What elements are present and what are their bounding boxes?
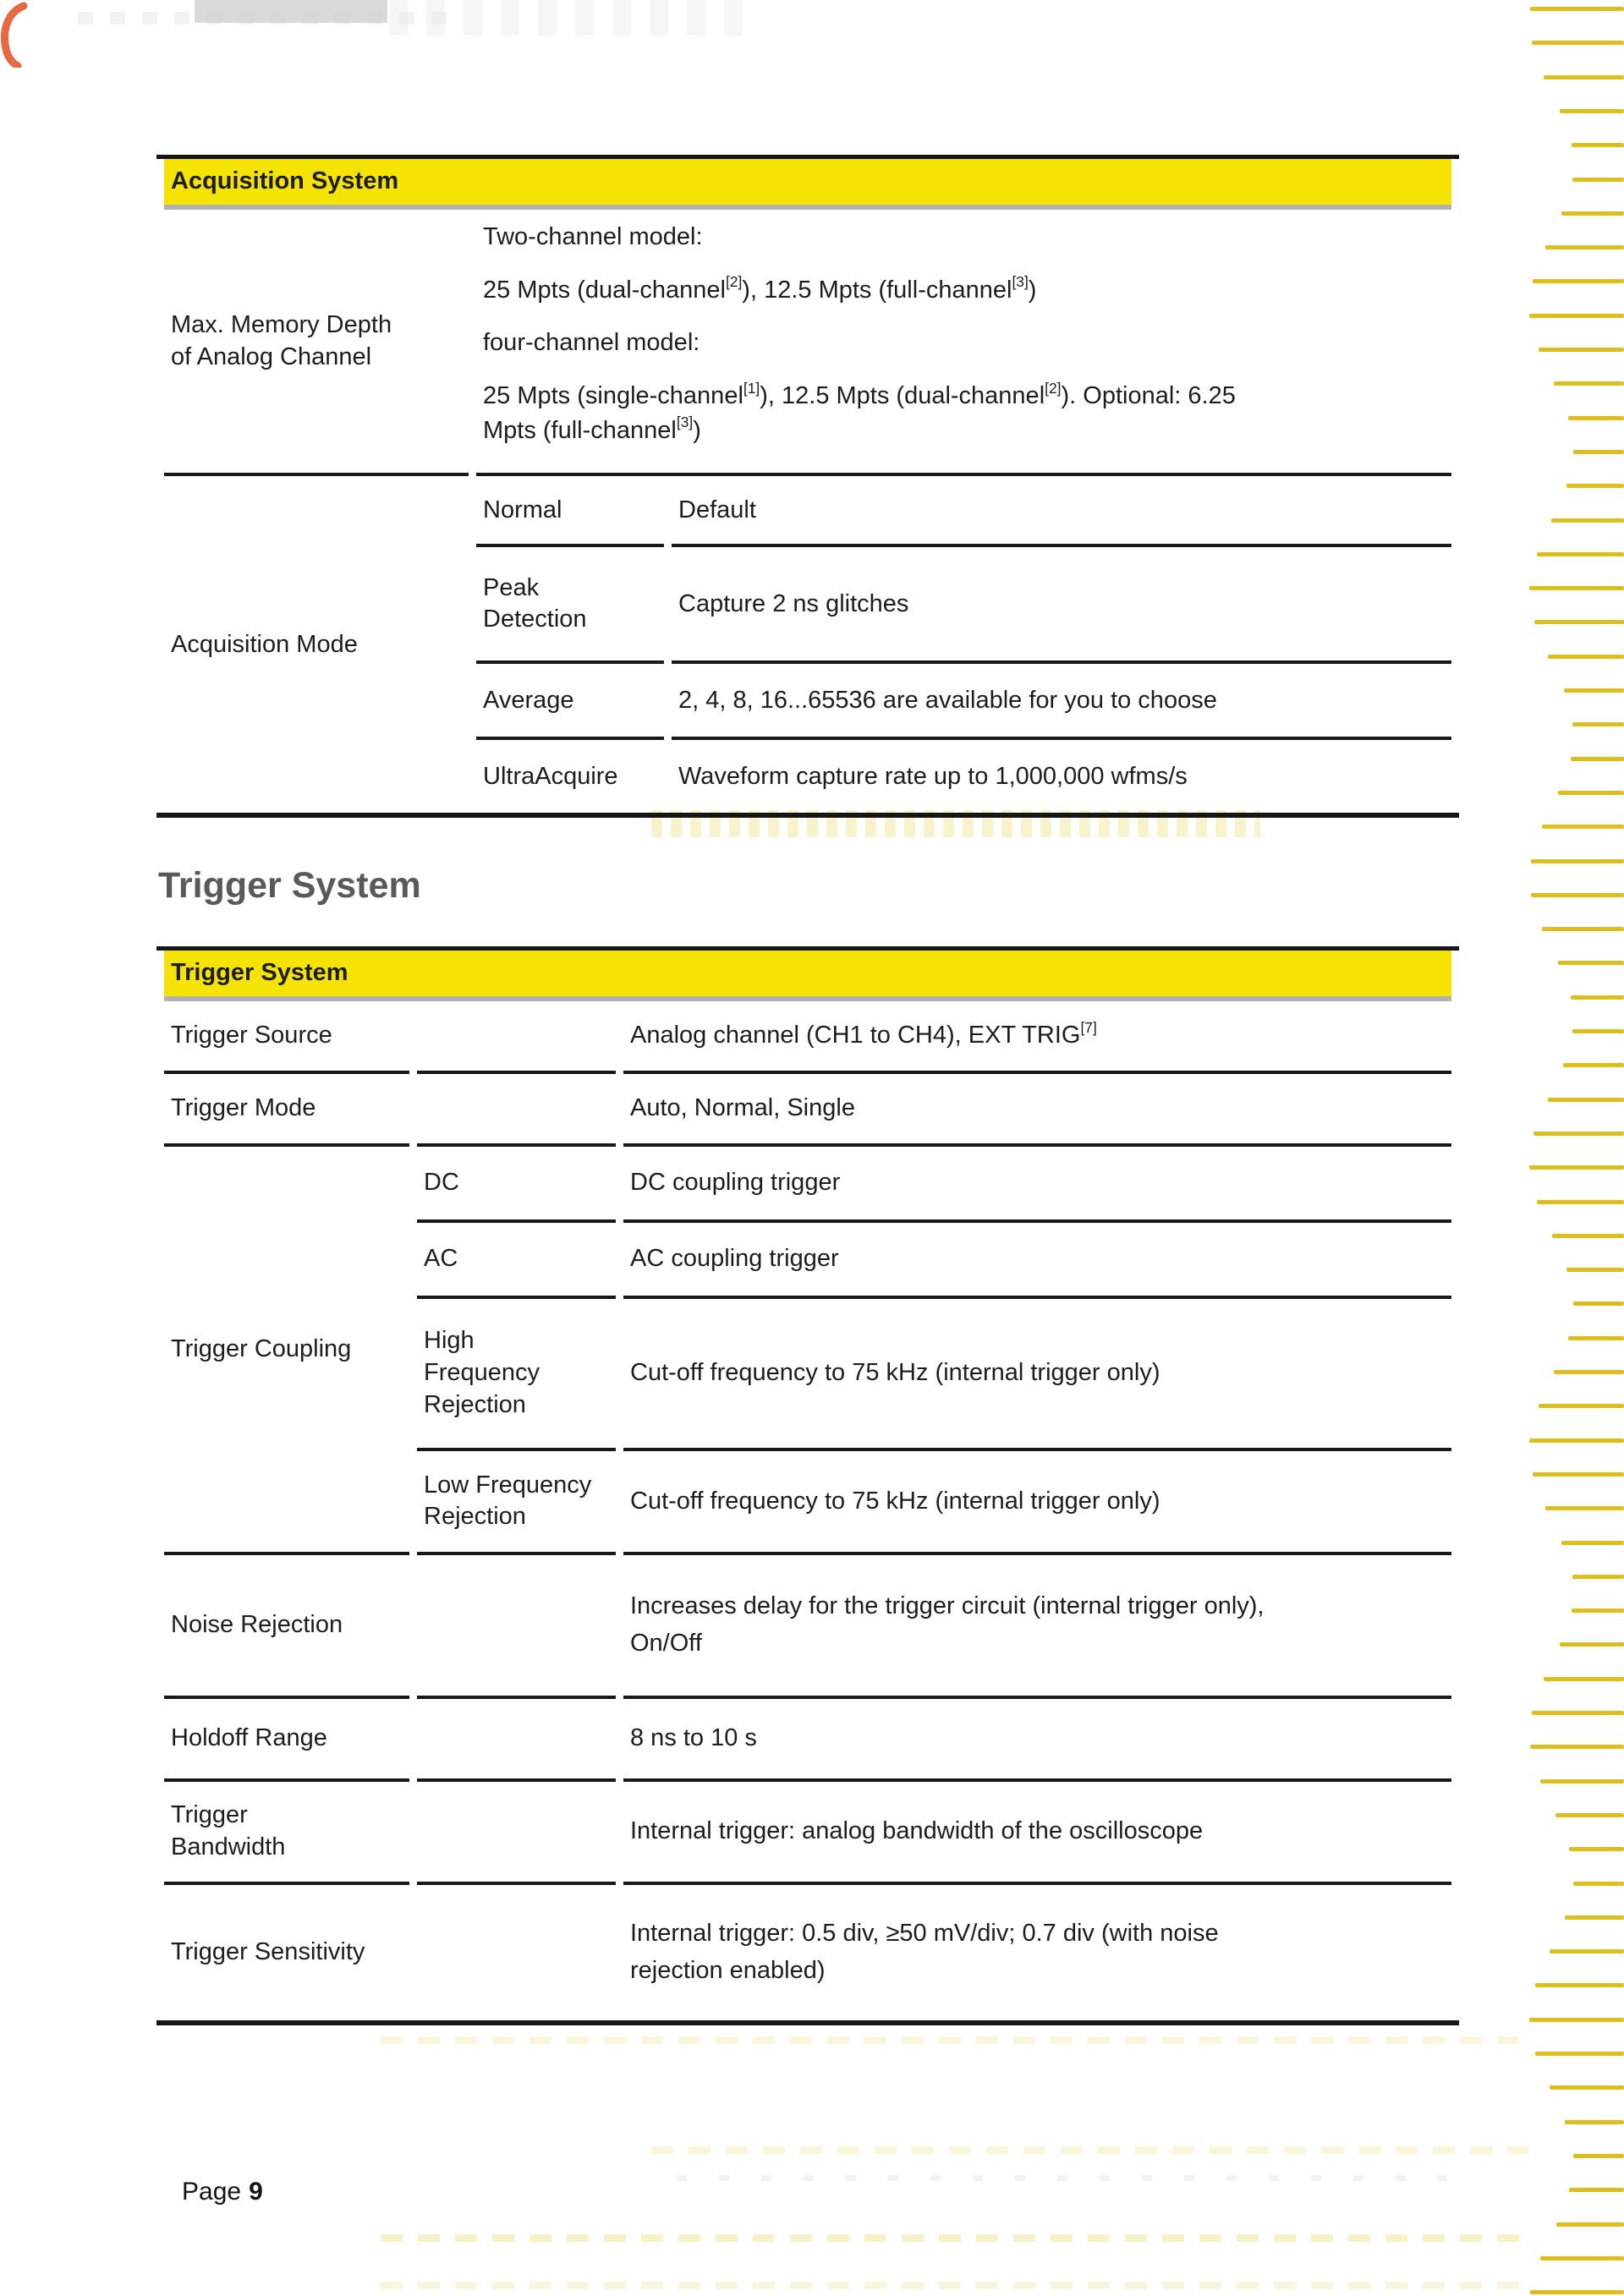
margin-dash [1529, 1438, 1624, 1443]
page-number: 9 [249, 2177, 263, 2206]
margin-dash [1560, 1642, 1624, 1647]
coupling-name-ac: AC [417, 1223, 616, 1299]
margin-dash [1545, 245, 1624, 249]
trigger-bandwidth-value: Internal trigger: analog bandwidth of the oscilloscope [623, 1782, 1451, 1885]
margin-dash [1530, 1745, 1624, 1749]
margin-dash [1548, 1098, 1624, 1102]
margin-dash [1550, 1949, 1624, 1954]
memory-depth-label: Max. Memory Depth of Analog Channel [164, 210, 469, 476]
table-header-acquisition-system: Acquisition System [164, 159, 1451, 210]
margin-dash [1529, 1165, 1624, 1170]
table-header-trigger-system: Trigger System [164, 951, 1451, 1001]
coupling-value-dc: DC coupling trigger [623, 1147, 1451, 1223]
trigger-sensitivity-row [164, 1885, 1451, 2020]
trigger-mode-label: Trigger Mode [164, 1074, 409, 1147]
margin-dash [1572, 143, 1624, 147]
mode-value-peak-detection: Capture 2 ns glitches [672, 547, 1451, 664]
margin-dash [1544, 75, 1624, 79]
coupling-value-high-frequency-rejection: Cut-off frequency to 75 kHz (internal trigger only) [623, 1299, 1451, 1451]
mode-name-ultraacquire: UltraAcquire [483, 762, 618, 790]
margin-dash [1530, 7, 1624, 11]
memory-depth-row [164, 210, 1451, 476]
logo-mark-icon [0, 2, 29, 68]
mode-value-normal: Default [672, 476, 1451, 547]
margin-dash [1560, 109, 1624, 113]
margin-dash [1566, 484, 1624, 488]
margin-dash [1565, 1915, 1624, 1920]
trigger-bandwidth-row [164, 1782, 1451, 1885]
mode-name-average: Average [476, 664, 664, 740]
margin-dash [1569, 1847, 1624, 1851]
redacted-gray-bar [195, 0, 387, 23]
mode-value-average: 2, 4, 8, 16...65536 are available for you to choose [672, 664, 1451, 740]
margin-dash [1540, 1779, 1624, 1784]
trigger-sensitivity-value: Internal trigger: 0.5 div, ≥50 mV/div; 0.7 div (with noise rejection enabled) [630, 1920, 1219, 1984]
margin-dash [1566, 1268, 1624, 1272]
memory-value-line: Two-channel model: [483, 223, 703, 250]
scan-artifact-row [381, 2234, 1531, 2242]
mode-name-normal: Normal [476, 476, 664, 547]
margin-dash [1530, 2290, 1624, 2294]
margin-dash [1573, 450, 1624, 454]
memory-value-line: Mpts (full-channel[3]) [483, 414, 701, 444]
margin-dash [1563, 1063, 1624, 1067]
coupling-name-low-frequency-rejection: Low Frequency Rejection [417, 1451, 616, 1555]
trigger-source-label: Trigger Source [164, 1001, 409, 1074]
right-margin-dashes [1514, 0, 1624, 2296]
margin-dash [1573, 2154, 1624, 2158]
margin-dash [1529, 586, 1624, 590]
margin-dash [1545, 1506, 1624, 1510]
trigger-sensitivity-label: Trigger Sensitivity [171, 1938, 365, 1966]
coupling-value-ac: AC coupling trigger [623, 1223, 1451, 1299]
trigger-coupling-row-dc [164, 1147, 1451, 1223]
margin-dash [1573, 1882, 1624, 1886]
margin-dash [1558, 961, 1624, 965]
noise-rejection-row [164, 1555, 1451, 1699]
margin-dash [1558, 791, 1624, 795]
holdoff-range-value: 8 ns to 10 s [623, 1699, 1451, 1782]
margin-dash [1561, 211, 1624, 216]
memory-value-line: 25 Mpts (dual-channel[2]), 12.5 Mpts (full-channel[3]) [483, 273, 1037, 304]
margin-dash [1572, 178, 1624, 182]
margin-dash [1533, 1472, 1624, 1477]
acquisition-header-row [164, 159, 1451, 210]
memory-value-line: 25 Mpts (single-channel[1]), 12.5 Mpts (dual-channel[2]). Optional: 6.25 [483, 379, 1236, 410]
trigger-header-row [164, 951, 1451, 1001]
margin-dash [1572, 1575, 1624, 1579]
margin-dash [1539, 1404, 1624, 1408]
memory-depth-value [476, 210, 1451, 476]
margin-dash [1551, 518, 1624, 523]
margin-dash [1564, 688, 1624, 693]
margin-dash [1555, 1813, 1624, 1817]
scan-artifact-checker [389, 0, 744, 36]
margin-dash [1539, 348, 1624, 352]
margin-dash [1568, 1336, 1624, 1340]
margin-dash [1534, 620, 1624, 624]
margin-dash [1533, 279, 1624, 283]
margin-dash [1542, 927, 1624, 931]
margin-dash [1552, 1234, 1624, 1238]
trigger-bandwidth-label: Trigger Bandwidth [164, 1782, 409, 1885]
margin-dash [1542, 825, 1624, 829]
margin-dash [1535, 2052, 1624, 2056]
margin-dash [1537, 1200, 1624, 1204]
margin-dash [1568, 416, 1624, 420]
margin-dash [1529, 2018, 1624, 2022]
margin-dash [1540, 2256, 1624, 2260]
acquisition-table [156, 155, 1459, 818]
scan-artifact-dots [78, 12, 463, 25]
coupling-value-low-frequency-rejection: Cut-off frequency to 75 kHz (internal trigger only) [623, 1451, 1451, 1555]
margin-dash [1531, 893, 1624, 897]
page-footer [182, 2178, 1459, 2206]
trigger-table [156, 946, 1459, 2025]
page-content [156, 155, 1459, 2206]
coupling-name-high-frequency-rejection: High Frequency Rejection [417, 1299, 616, 1451]
margin-dash [1533, 1132, 1624, 1136]
margin-dash [1532, 41, 1624, 45]
mode-name-peak-detection: Peak Detection [476, 547, 664, 664]
margin-dash [1544, 1677, 1624, 1681]
trigger-mode-value: Auto, Normal, Single [623, 1074, 1451, 1147]
margin-dash [1561, 1541, 1624, 1545]
section-heading-trigger-system: Trigger System [158, 865, 421, 907]
margin-dash [1556, 2222, 1624, 2227]
memory-value-line: four-channel model: [483, 329, 700, 357]
margin-dash [1554, 1370, 1624, 1374]
page-footer-label: Page [182, 2177, 242, 2206]
margin-dash [1571, 757, 1624, 761]
trigger-mode-row [164, 1074, 1451, 1147]
noise-rejection-value: Increases delay for the trigger circuit (internal trigger only), On/Off [623, 1555, 1451, 1699]
margin-dash [1535, 1983, 1624, 1987]
margin-dash [1554, 381, 1624, 386]
mode-value-ultraacquire: Waveform capture rate up to 1,000,000 wfms/s [678, 762, 1188, 790]
acquisition-mode-row-normal [164, 476, 1451, 547]
noise-rejection-label: Noise Rejection [164, 1555, 409, 1699]
margin-dash [1572, 1608, 1624, 1613]
margin-dash [1548, 655, 1624, 659]
margin-dash [1573, 1301, 1624, 1306]
margin-dash [1550, 2085, 1624, 2090]
trigger-source-value: Analog channel (CH1 to CH4), EXT TRIG[7] [623, 1001, 1451, 1074]
margin-dash [1572, 1029, 1624, 1033]
holdoff-range-row [164, 1699, 1451, 1782]
margin-dash [1531, 859, 1624, 863]
margin-dash [1571, 995, 1624, 1000]
holdoff-range-label: Holdoff Range [164, 1699, 409, 1782]
trigger-source-row [164, 1001, 1451, 1074]
scan-artifact-row [381, 2282, 1531, 2289]
margin-dash [1529, 314, 1624, 318]
margin-dash [1565, 2120, 1624, 2124]
margin-dash [1532, 1711, 1624, 1715]
acquisition-mode-label: Acquisition Mode [171, 630, 358, 658]
coupling-name-dc: DC [417, 1147, 616, 1223]
margin-dash [1572, 722, 1624, 726]
margin-dash [1569, 2188, 1624, 2192]
margin-dash [1537, 552, 1624, 556]
trigger-coupling-label: Trigger Coupling [164, 1147, 409, 1555]
